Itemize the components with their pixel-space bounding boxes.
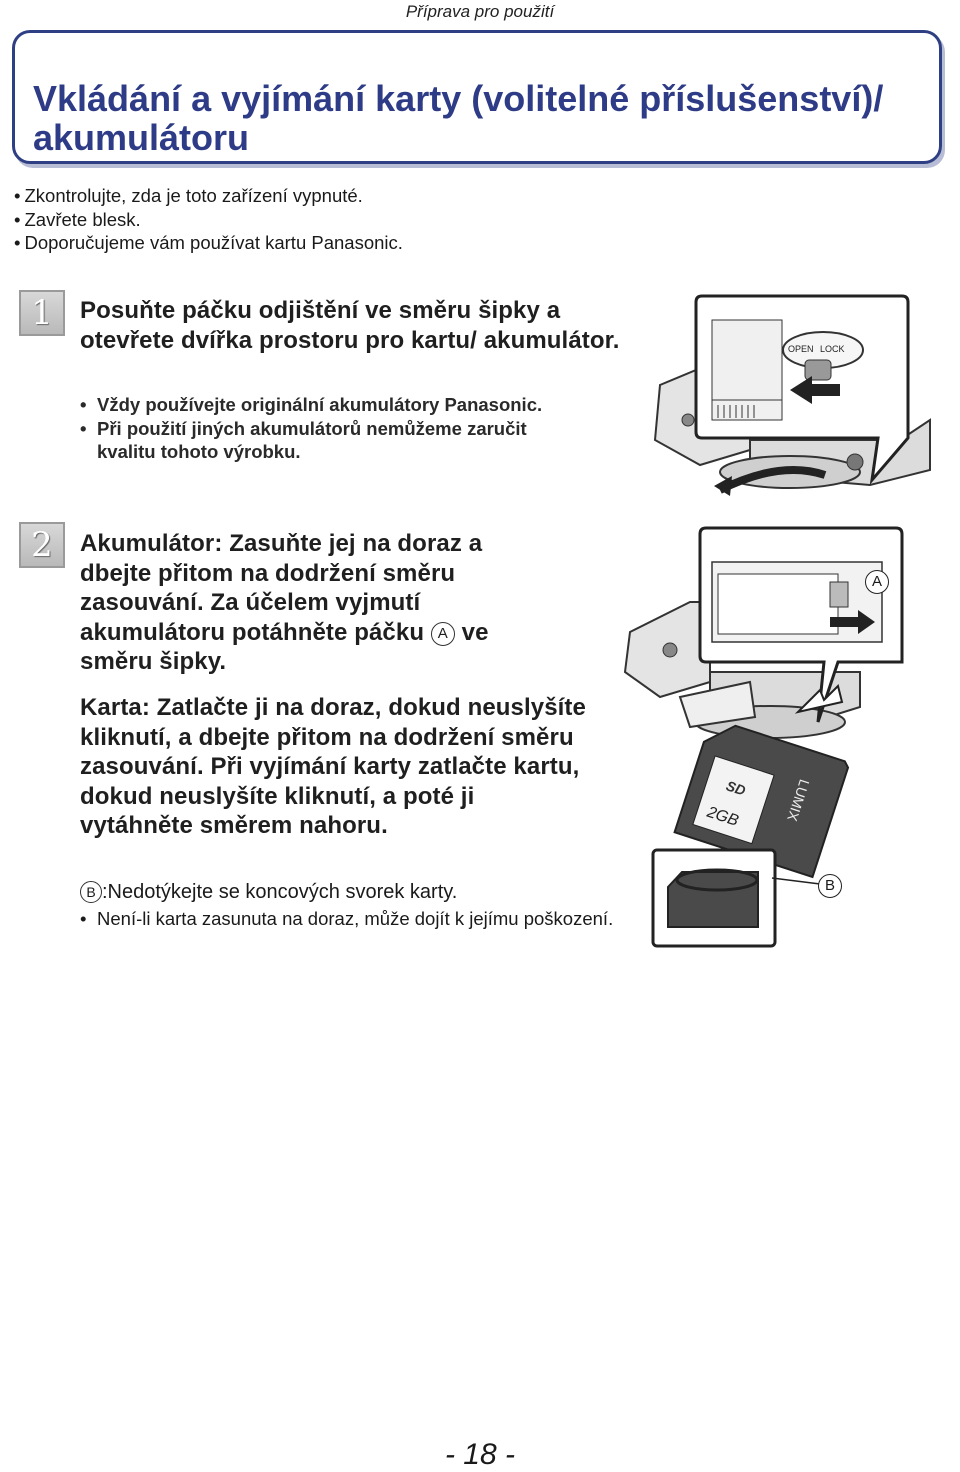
step-2-text-card: Karta: Zatlačte ji na doraz, dokud neuslyšíte kliknutí, a dbejte přitom na dodržení směru zasouvání. Při vyjímání karty zatlačte kartu, dokud neuslyšíte kliknutí, a poté ji vytáhněte směrem nahoru. [80, 694, 586, 839]
step-1-bullet: • Při použití jiných akumulátorů nemůžeme zaručit kvalitu tohoto výrobku. [80, 417, 550, 464]
step-2-number: 2 [19, 522, 65, 568]
illustration-insert [620, 522, 945, 962]
title-box [12, 30, 942, 164]
step-1-number: 1 [19, 290, 65, 336]
intro-item: • Zavřete blesk. [14, 208, 403, 232]
lock-label: LOCK [820, 344, 845, 354]
intro-list [14, 184, 403, 255]
section-header: Příprava pro použití [405, 2, 555, 21]
marker-a: A [431, 622, 455, 646]
intro-item: • Zkontrolujte, zda je toto zařízení vypnuté. [14, 184, 403, 208]
card-logo: SD [724, 777, 748, 799]
step-1-bullets [80, 393, 550, 464]
terminal-note-text: :Nedotýkejte se koncových svorek karty. [102, 881, 458, 903]
open-label: OPEN [788, 344, 814, 354]
label-a: A [865, 570, 889, 594]
step-2-text-battery [80, 529, 550, 677]
marker-b: B [80, 881, 102, 903]
label-b: B [818, 874, 842, 898]
step-1-text: Posuňte páčku odjištění ve směru šipky a otevřete dvířka prostoru pro kartu/ akumulátor. [80, 297, 620, 354]
battery-text-start: Akumulátor: Zasuňte jej na doraz a dbejte přitom na dodržení směru zasouvání. Za účelem vyjmutí akumulátoru potáhněte páčku [80, 530, 483, 646]
insert-warning: • Není-li karta zasunuta na doraz, může dojít k jejímu poškození. [80, 907, 617, 931]
page-title: Vkládání a vyjímání karty (volitelné příslušenství)/ akumulátoru [33, 78, 884, 158]
illustration-open-door [640, 290, 945, 500]
terminal-note [80, 880, 457, 904]
card-brand: LUMIX [784, 777, 813, 824]
step-1-bullet: • Vždy používejte originální akumulátory Panasonic. [80, 393, 550, 417]
intro-item: • Doporučujeme vám používat kartu Panasonic. [14, 231, 403, 255]
card-capacity: 2GB [704, 803, 741, 830]
battery-text-end: ve směru šipky. [80, 618, 489, 675]
page-number: - 18 - [444, 1438, 516, 1471]
